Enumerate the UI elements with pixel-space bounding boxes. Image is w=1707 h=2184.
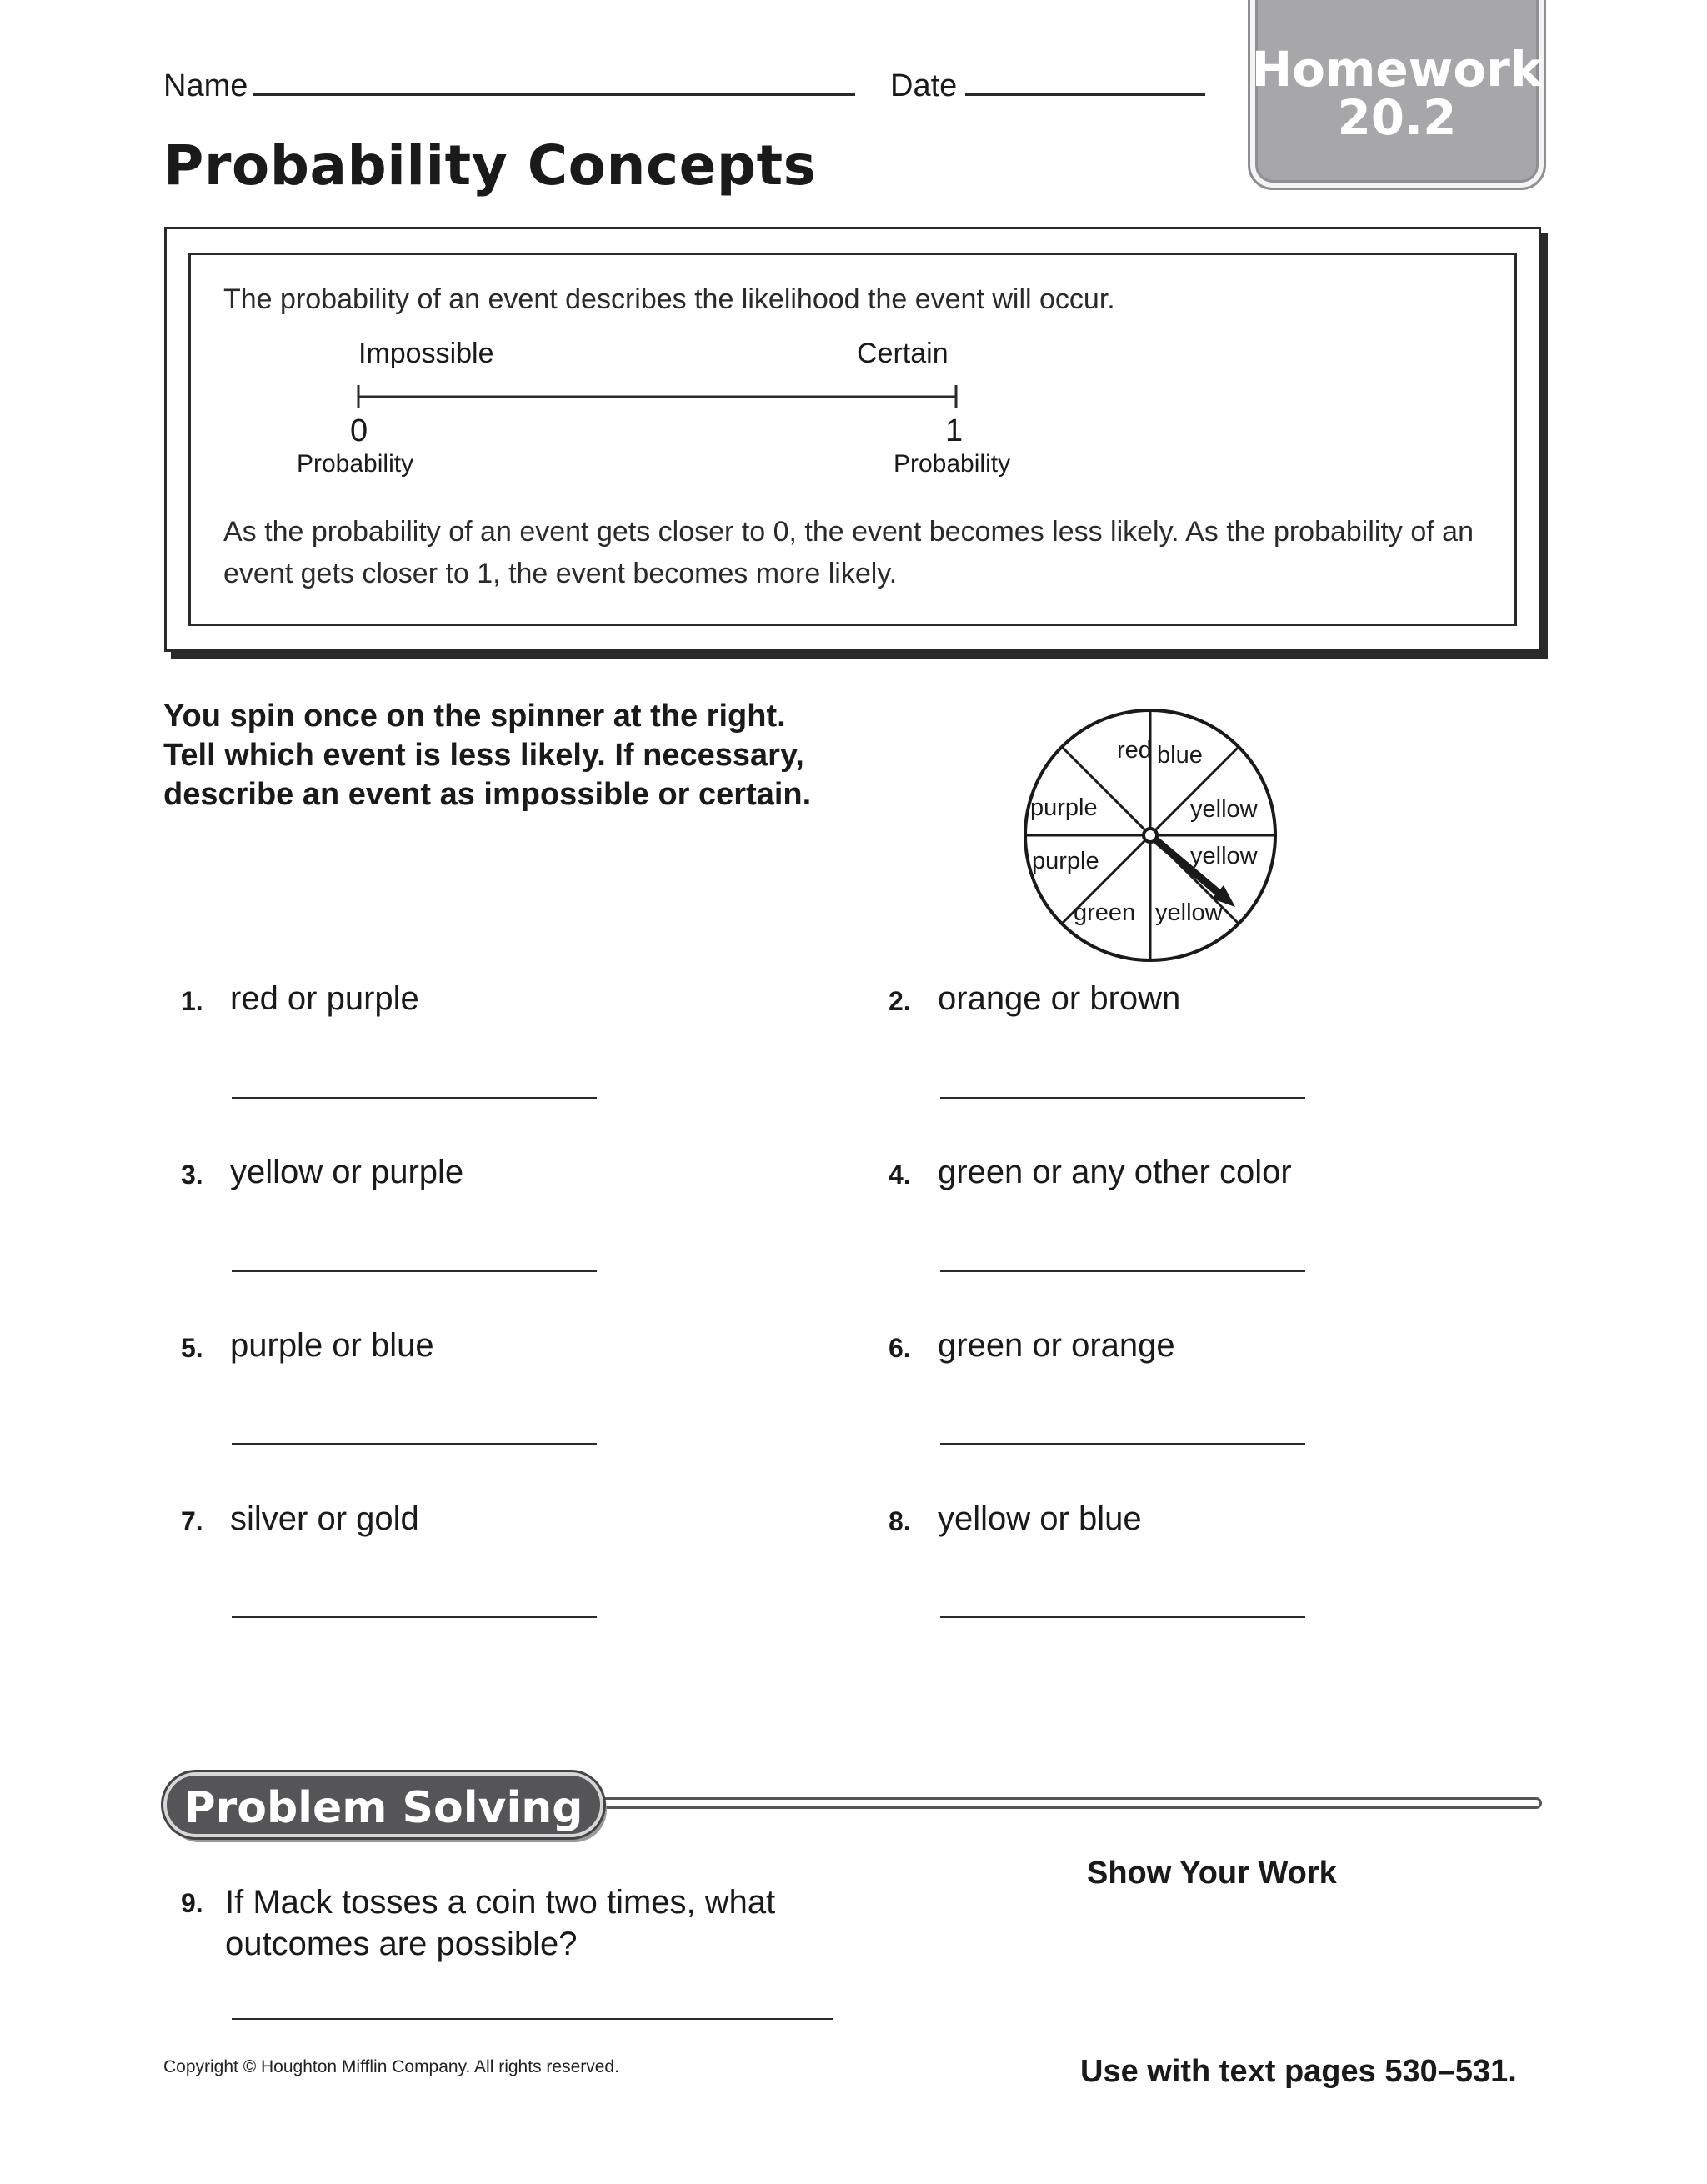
question-number: 3. — [181, 1160, 203, 1190]
question-9-line-2: outcomes are possible? — [225, 1926, 578, 1962]
question-number: 4. — [889, 1160, 911, 1190]
concept-intro: The probability of an event describes the likelihood the event will occur. — [223, 283, 1115, 315]
answer-line-3[interactable] — [232, 1270, 597, 1272]
spinner-section-label: yellow — [1155, 899, 1223, 926]
zero-caption: Probability — [297, 450, 414, 478]
question-text: green or orange — [938, 1327, 1175, 1364]
text-pages-note: Use with text pages 530–531. — [1080, 2054, 1517, 2089]
question-9-line-1: If Mack tosses a coin two times, what — [225, 1884, 776, 1921]
homework-tab-number: 20.2 — [1337, 89, 1457, 146]
answer-line-1[interactable] — [232, 1097, 597, 1099]
spinner-section-label: red — [1117, 737, 1152, 764]
question-text: silver or gold — [230, 1500, 419, 1537]
problem-solving-banner: Problem Solving — [163, 1772, 603, 1837]
homework-tab — [1248, 0, 1546, 190]
one-caption: Probability — [894, 450, 1011, 478]
show-your-work-label: Show Your Work — [1087, 1856, 1337, 1891]
answer-line-2[interactable] — [940, 1097, 1305, 1099]
spinner-section-label: blue — [1157, 742, 1203, 769]
question-text: yellow or blue — [938, 1500, 1142, 1537]
date-label: Date — [890, 68, 958, 103]
question-text: yellow or purple — [230, 1154, 464, 1190]
spinner-section-label: yellow — [1190, 843, 1258, 869]
answer-line-6[interactable] — [940, 1443, 1305, 1445]
answer-line-7[interactable] — [232, 1616, 597, 1618]
question-text: green or any other color — [938, 1154, 1292, 1190]
question-number: 1. — [181, 986, 203, 1016]
answer-line-9[interactable] — [232, 2018, 833, 2020]
spinner-pivot — [1144, 829, 1157, 842]
question-number: 5. — [181, 1333, 203, 1363]
answer-line-5[interactable] — [232, 1443, 597, 1445]
page-title: Probability Concepts — [163, 133, 817, 198]
homework-tab-label: Homework — [1251, 41, 1543, 98]
question-text: orange or brown — [938, 980, 1181, 1017]
concept-summary: As the probability of an event gets closer to 0, the event becomes less likely. As the probability of an event gets closer to 1, the event becomes more likely. — [223, 516, 1474, 589]
instructions-line-1: You spin once on the spinner at the right. — [163, 699, 786, 734]
question-number: 8. — [889, 1506, 911, 1536]
answer-line-4[interactable] — [940, 1270, 1305, 1272]
question-text: red or purple — [230, 980, 419, 1017]
certain-label: Certain — [857, 338, 949, 369]
spinner-section-label: purple — [1032, 848, 1099, 874]
spinner-section-label: green — [1074, 899, 1136, 926]
impossible-label: Impossible — [358, 338, 494, 369]
instructions-line-3: describe an event as impossible or certain. — [163, 777, 812, 812]
question-number: 9. — [181, 1888, 203, 1918]
probability-number-line — [350, 382, 967, 415]
instructions-line-2: Tell which event is less likely. If necessary, — [163, 738, 804, 773]
spinner — [1017, 702, 1284, 969]
question-number: 6. — [889, 1333, 911, 1363]
question-number: 7. — [181, 1506, 203, 1536]
problem-solving-rule — [583, 1797, 1542, 1809]
spinner-section-label: purple — [1030, 794, 1098, 821]
instructions — [163, 697, 811, 814]
one-value: 1 — [945, 413, 964, 448]
answer-line-8[interactable] — [940, 1616, 1305, 1618]
spinner-section-label: yellow — [1190, 796, 1258, 823]
question-text: purple or blue — [230, 1327, 434, 1364]
question-9-text — [225, 1881, 775, 1965]
name-field[interactable] — [253, 93, 855, 96]
zero-value: 0 — [350, 413, 368, 448]
copyright: Copyright © Houghton Mifflin Company. All rights reserved. — [163, 2057, 619, 2076]
question-number: 2. — [889, 986, 911, 1016]
name-label: Name — [163, 68, 248, 103]
date-field[interactable] — [965, 93, 1205, 96]
